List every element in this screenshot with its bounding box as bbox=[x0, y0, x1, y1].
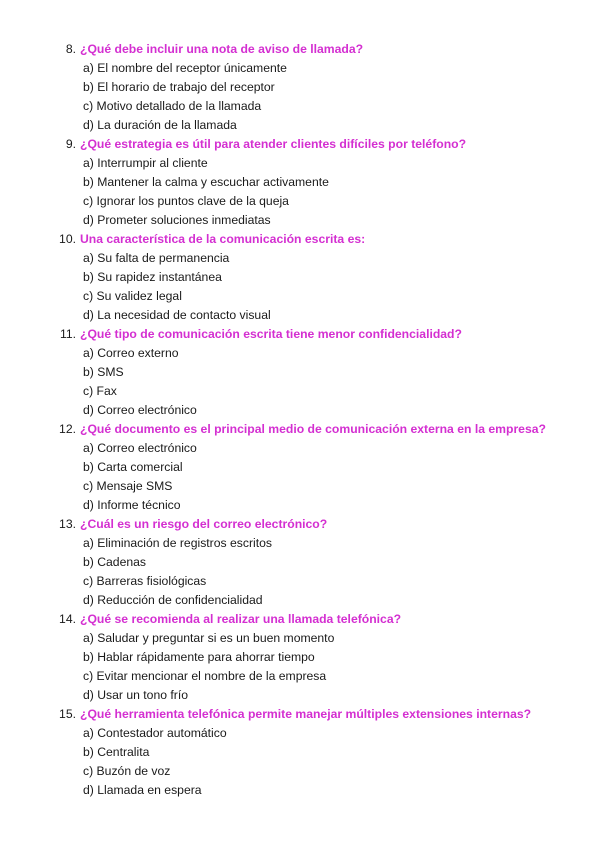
question-10 bbox=[0, 230, 600, 325]
option-d: d) La duración de la llamada bbox=[83, 118, 237, 132]
question-number: 10. bbox=[59, 232, 76, 246]
option-c: c) Fax bbox=[83, 384, 117, 398]
question-11 bbox=[0, 325, 600, 420]
option-c: c) Ignorar los puntos clave de la queja bbox=[83, 194, 289, 208]
option-b: b) Hablar rápidamente para ahorrar tiempo bbox=[83, 650, 315, 664]
question-text: ¿Qué debe incluir una nota de aviso de llamada? bbox=[80, 42, 364, 56]
option-a: a) Correo externo bbox=[83, 346, 179, 360]
question-9 bbox=[0, 135, 600, 230]
question-heading bbox=[0, 420, 600, 439]
question-number: 8. bbox=[65, 42, 76, 56]
option-a: a) Interrumpir al cliente bbox=[83, 156, 208, 170]
question-heading bbox=[0, 135, 600, 154]
question-heading bbox=[0, 40, 600, 59]
question-15 bbox=[0, 705, 600, 800]
option-d: d) Reducción de confidencialidad bbox=[83, 593, 263, 607]
question-8 bbox=[0, 40, 600, 135]
option-d: d) Informe técnico bbox=[83, 498, 181, 512]
question-heading bbox=[0, 610, 600, 629]
option-c: c) Su validez legal bbox=[83, 289, 182, 303]
option-c: c) Evitar mencionar el nombre de la empresa bbox=[83, 669, 327, 683]
option-d: d) Prometer soluciones inmediatas bbox=[83, 213, 271, 227]
option-c: c) Mensaje SMS bbox=[83, 479, 173, 493]
option-d: d) Usar un tono frío bbox=[83, 688, 188, 702]
option-a: a) Eliminación de registros escritos bbox=[83, 536, 272, 550]
question-text: ¿Qué se recomienda al realizar una llamada telefónica? bbox=[80, 612, 402, 626]
option-b: b) Su rapidez instantánea bbox=[83, 270, 222, 284]
question-text: ¿Qué estrategia es útil para atender clientes difíciles por teléfono? bbox=[80, 137, 467, 151]
option-d: d) Llamada en espera bbox=[83, 783, 202, 797]
question-heading bbox=[0, 515, 600, 534]
question-text: ¿Qué tipo de comunicación escrita tiene menor confidencialidad? bbox=[80, 327, 462, 341]
option-b: b) Centralita bbox=[83, 745, 150, 759]
question-number: 11. bbox=[59, 327, 76, 341]
option-a: a) Su falta de permanencia bbox=[83, 251, 230, 265]
option-b: b) Mantener la calma y escuchar activamente bbox=[83, 175, 329, 189]
question-13 bbox=[0, 515, 600, 610]
option-a: a) Contestador automático bbox=[83, 726, 227, 740]
question-number: 13. bbox=[59, 517, 76, 531]
question-number: 15. bbox=[59, 707, 76, 721]
option-d: d) Correo electrónico bbox=[83, 403, 197, 417]
option-a: a) Correo electrónico bbox=[83, 441, 197, 455]
option-b: b) El horario de trabajo del receptor bbox=[83, 80, 275, 94]
question-text: Una característica de la comunicación escrita es: bbox=[80, 232, 366, 246]
question-number: 12. bbox=[59, 422, 76, 436]
option-b: b) SMS bbox=[83, 365, 124, 379]
question-heading bbox=[0, 705, 600, 724]
question-heading bbox=[0, 230, 600, 249]
question-14 bbox=[0, 610, 600, 705]
option-c: c) Barreras fisiológicas bbox=[83, 574, 207, 588]
question-text: ¿Qué herramienta telefónica permite manejar múltiples extensiones internas? bbox=[80, 707, 532, 721]
option-c: c) Motivo detallado de la llamada bbox=[83, 99, 262, 113]
question-heading bbox=[0, 325, 600, 344]
question-number: 9. bbox=[65, 137, 76, 151]
question-text: ¿Qué documento es el principal medio de comunicación externa en la empresa? bbox=[80, 422, 546, 436]
question-text: ¿Cuál es un riesgo del correo electrónico? bbox=[80, 517, 328, 531]
option-c: c) Buzón de voz bbox=[83, 764, 171, 778]
question-number: 14. bbox=[59, 612, 76, 626]
option-a: a) El nombre del receptor únicamente bbox=[83, 61, 287, 75]
option-b: b) Cadenas bbox=[83, 555, 147, 569]
option-b: b) Carta comercial bbox=[83, 460, 183, 474]
option-a: a) Saludar y preguntar si es un buen momento bbox=[83, 631, 335, 645]
option-d: d) La necesidad de contacto visual bbox=[83, 308, 271, 322]
quiz-page bbox=[0, 40, 600, 800]
question-12 bbox=[0, 420, 600, 515]
